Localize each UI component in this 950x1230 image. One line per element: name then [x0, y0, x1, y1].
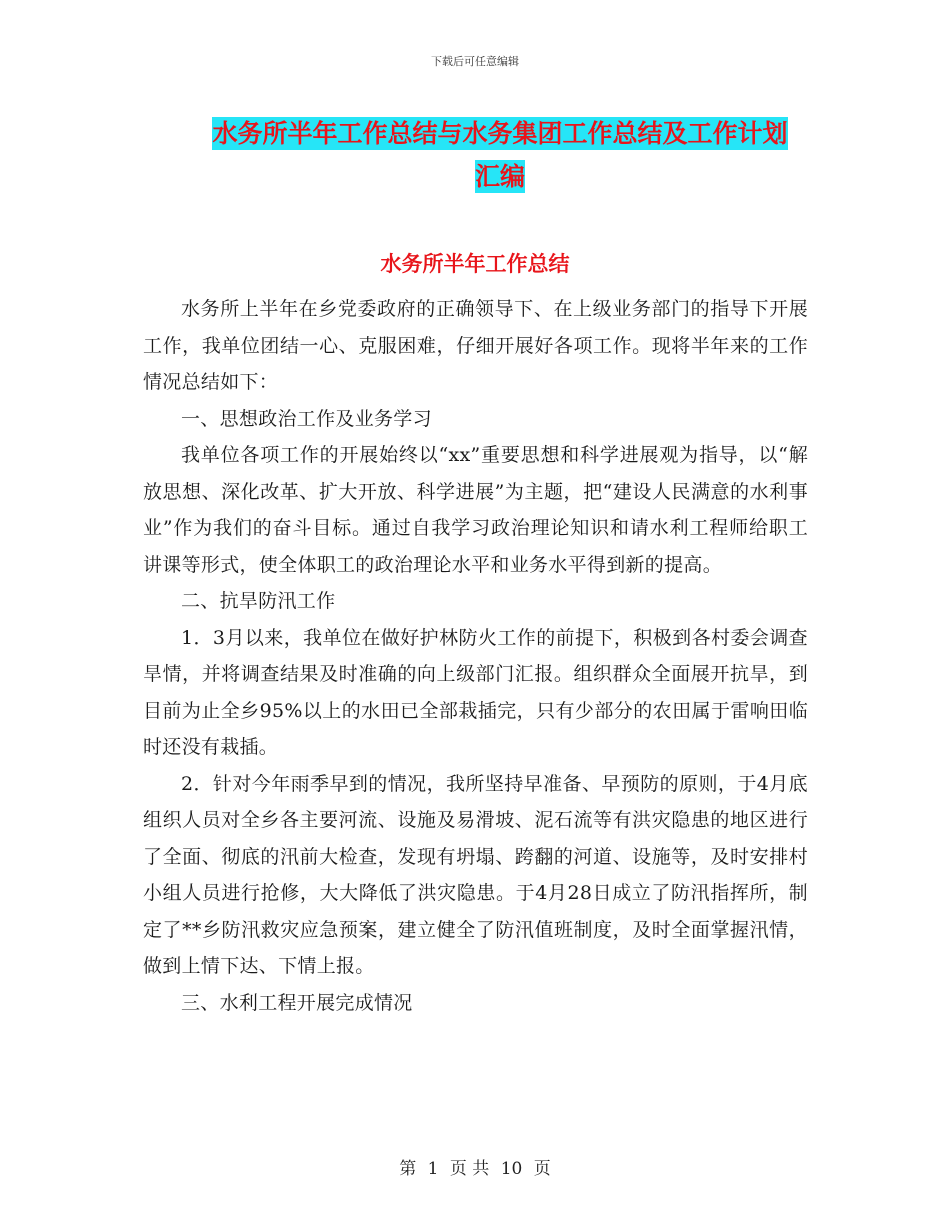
- document-body: [143, 291, 808, 1021]
- document-title: [190, 112, 810, 198]
- document-title-line1: 水务所半年工作总结与水务集团工作总结及工作计划: [212, 119, 788, 148]
- heading-1: 一、思想政治工作及业务学习: [181, 407, 432, 430]
- footer-suffix: 页: [533, 1159, 551, 1179]
- heading-2: 二、抗旱防汛工作: [181, 590, 336, 612]
- page-footer: [0, 1154, 950, 1179]
- section-title: 水务所半年工作总结: [380, 252, 570, 276]
- paragraph-flood: 2．针对今年雨季早到的情况，我所坚持早准备、早预防的原则，于4月底组织人员对全乡各主要河流、设施及易滑坡、泥石流等有洪灾隐患的地区进行了全面、彻底的汛前大检查，发现有坍塌、跨翻的河道、设施等，及时安排村小组人员进行抢修，大大降低了洪灾隐患。于4月28日成立了防汛指挥所，制定了**乡防汛救灾应急预案，建立健全了防汛值班制度，及时全面掌握汛情，做到上情下达、下情上报。: [143, 772, 808, 977]
- heading-3: 三、水利工程开展完成情况: [181, 991, 413, 1014]
- footer-prefix: 第: [399, 1159, 417, 1179]
- footer-total-pages: 10: [500, 1159, 523, 1179]
- footer-page-number: 1: [427, 1159, 439, 1179]
- header-note: 下载后可任意编辑: [431, 55, 519, 68]
- document-title-line2: 汇编: [474, 162, 525, 191]
- paragraph-drought: 1．3月以来，我单位在做好护林防火工作的前提下，积极到各村委会调查旱情，并将调查结果及时准确的向上级部门汇报。组织群众全面展开抗旱，到目前为止全乡95%以上的水田已全部栽插完，只有少部分的农田属于雷响田临时还没有栽插。: [143, 626, 808, 758]
- paragraph-study: 我单位各项工作的开展始终以“xx”重要思想和科学进展观为指导，以“解放思想、深化改革、扩大开放、科学进展”为主题，把“建设人民满意的水利事业”作为我们的奋斗目标。通过自我学习政治理论知识和请水利工程师给职工讲课等形式，使全体职工的政治理论水平和业务水平得到新的提高。: [143, 444, 808, 576]
- paragraph-intro: 水务所上半年在乡党委政府的正确领导下、在上级业务部门的指导下开展工作，我单位团结一心、克服困难，仔细开展好各项工作。现将半年来的工作情况总结如下：: [143, 298, 808, 393]
- footer-mid: 页 共: [449, 1159, 490, 1179]
